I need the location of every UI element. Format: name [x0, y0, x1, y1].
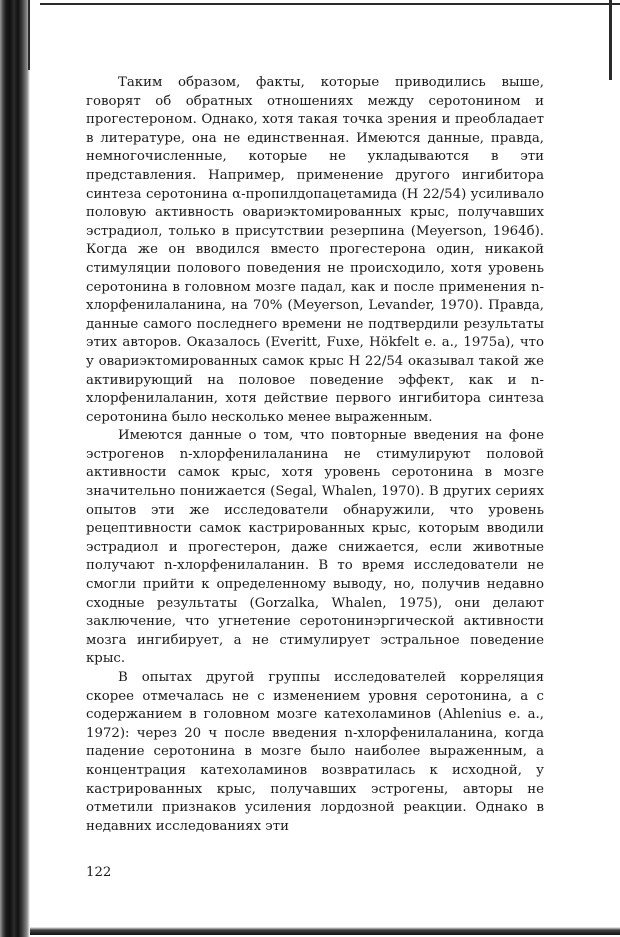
- paragraph-3: В опытах другой группы исследователей корреляция скорее отмечалась не с изменением уровня серотонина, а с содержанием в головном мозге катехоламинов (Ahlenius e. а., 1972): через 20 ч после введения n-хлорфенилаланина, когда падение серотонина в мозге было наиболее выраженным, а концентрация катехоламинов возвратилась к исходной, у кастрированных крыс, получавших эстрогены, авторы не отметили признаков усиления лордозной реакции. Однако в недавних исследованиях эти: [86, 670, 544, 834]
- page-bottom-edge: [30, 927, 620, 935]
- book-spine-shadow: [0, 0, 30, 937]
- page-top-edge: [40, 3, 620, 5]
- paragraph-1: Таким образом, факты, которые приводились выше, говорят об обратных отношениях между серотонином и прогестероном. Однако, хотя такая точка зрения и преобладает в литературе, она не единственная. Имеются данные, правда, немногочисленные, которые не укладываются в эти представления. Например, применение другого ингибитора синтеза серотонина α-пропилдопацетамида (Н 22/54) усиливало половую активность овариэктомированных крыс, получавших эстрадиол, только в присутствии резерпина (Meyerson, 1964б). Когда же он вводился вместо прогестерона один, никакой стимуляции полового поведения не происходило, хотя уровень серотонина в головном мозге падал, как и после применения n-хлорфенилаланина, на 70% (Meyerson, Levander, 1970). Правда, данные самого последнего времени не подтвердили результаты этих авторов. Оказалось (Everitt, Fuxe, Hökfelt e. а., 1975а), что у овариэктомированных самок крыс Н 22/54 оказывал такой же активирующий на половое поведение эффект, как и n-хлорфенилаланин, хотя действие первого ингибитора синтеза серотонина было несколько менее выраженным.: [86, 75, 544, 425]
- spine-edge-line: [28, 0, 52, 70]
- page-right-edge: [609, 0, 612, 80]
- page-body-text: [86, 74, 544, 836]
- page-number: 122: [86, 865, 112, 880]
- paragraph-2: Имеются данные о том, что повторные введения на фоне эстрогенов n-хлорфенилаланина не стимулируют половой активности самок крыс, хотя уровень серотонина в мозге значительно понижается (Segal, Whalen, 1970). В других сериях опытов эти же исследователи обнаружили, что уровень рецептивности самок кастрированных крыс, которым вводили эстрадиол и прогестерон, даже снижается, если животные получают n-хлорфенилаланин. В то время исследователи не смогли прийти к определенному выводу, но, получив недавно сходные результаты (Gorzalka, Whalen, 1975), они делают заключение, что угнетение серотонинэргической активности мозга ингибирует, а не стимулирует эстральное поведение крыс.: [86, 428, 544, 667]
